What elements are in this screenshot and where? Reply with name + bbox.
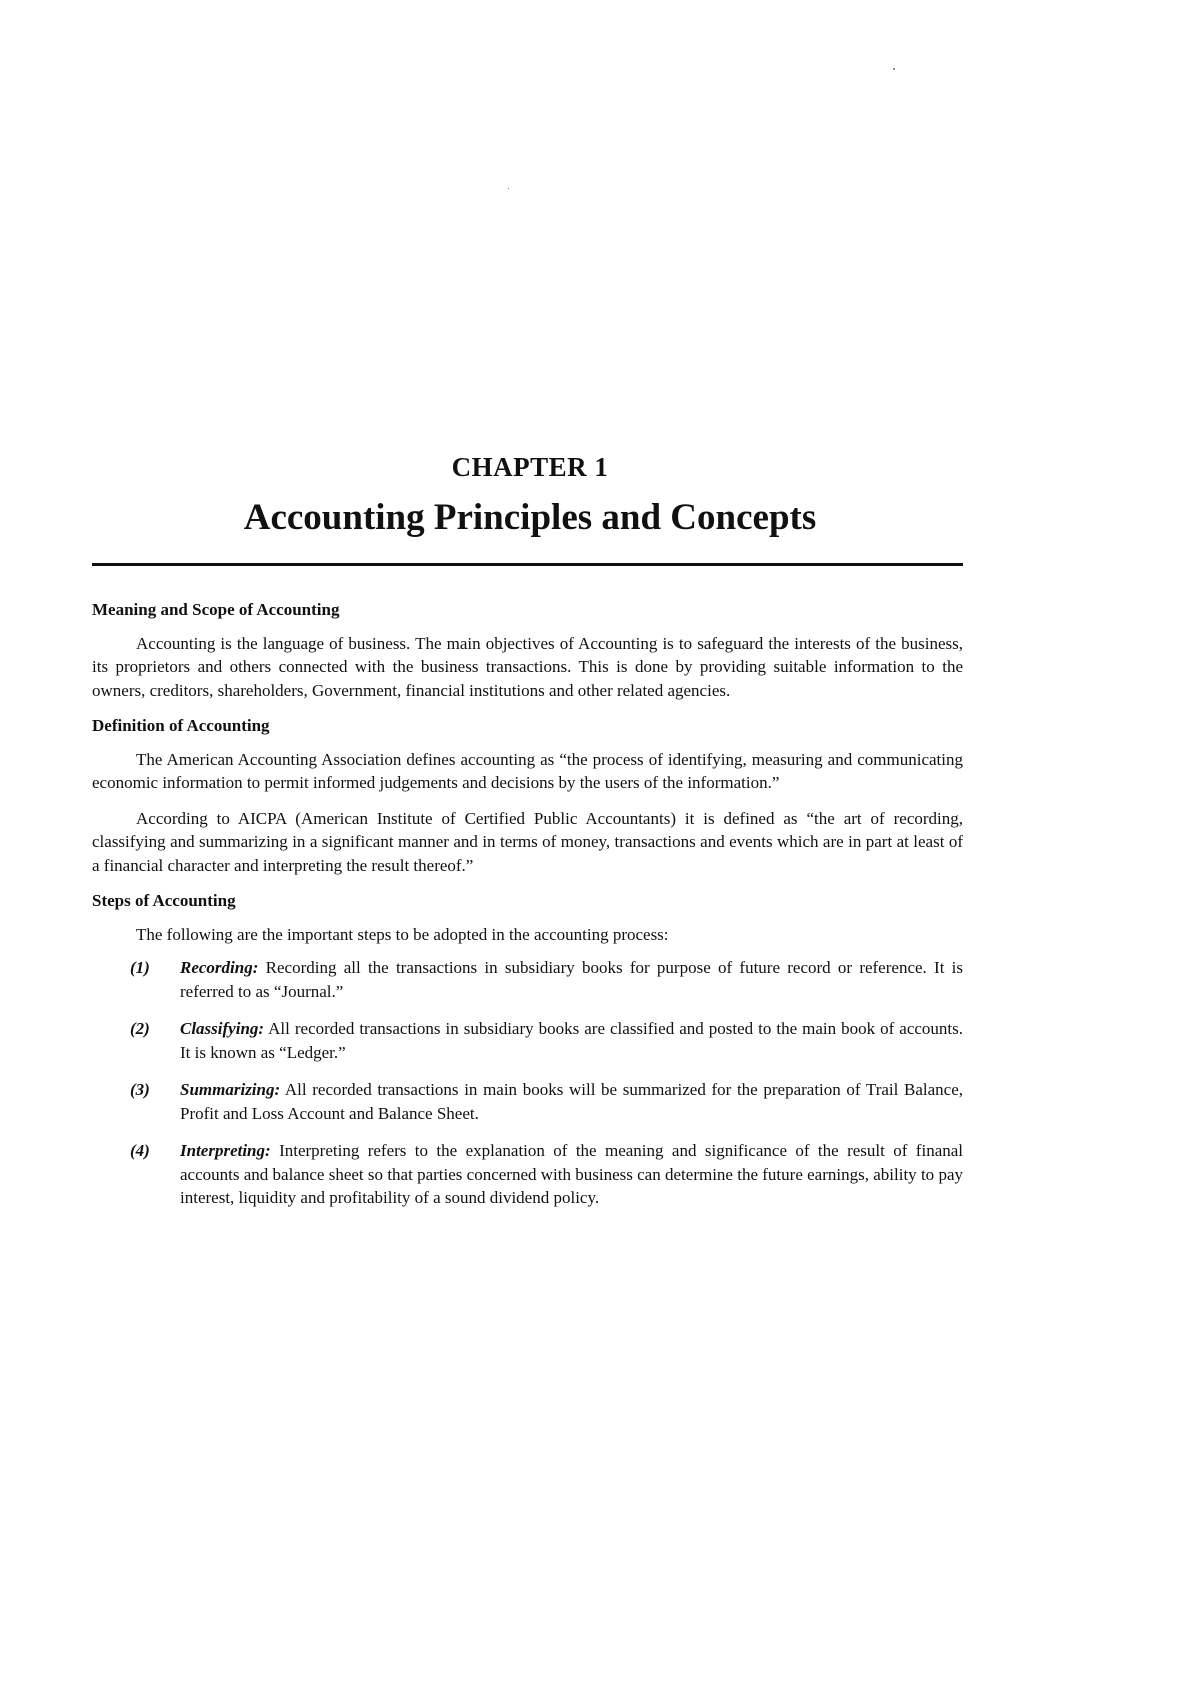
- step-number: (4): [130, 1141, 150, 1160]
- step-number: (1): [130, 958, 150, 977]
- step-text: Recording all the transactions in subsidiary books for purpose of future record or reference. It is referred to as “Journal.”: [180, 958, 963, 1001]
- section-heading: Meaning and Scope of Accounting: [92, 600, 340, 619]
- steps-list: [92, 956, 963, 1210]
- paragraph: The following are the important steps to be adopted in the accounting process:: [136, 924, 669, 944]
- title-divider: [92, 563, 963, 566]
- scan-speck: [508, 188, 509, 189]
- list-item: [92, 1139, 963, 1210]
- chapter-label: CHAPTER 1: [451, 452, 609, 482]
- step-term: Summarizing:: [180, 1080, 281, 1099]
- step-term: Interpreting:: [180, 1141, 271, 1160]
- section-definition: [92, 714, 963, 877]
- paragraph: According to AICPA (American Institute of Certified Public Accountants) it is defined as “the art of recording, classifying and summarizing in a significant manner and in terms of money, transactions and events which are in part at least of a financial character and interpreting the result thereof.”: [92, 808, 963, 875]
- list-item: [92, 956, 963, 1003]
- step-text: Interpreting refers to the explanation of the meaning and significance of the result of finanal accounts and balance sheet so that parties concerned with business can determine the future earnings, ability to pay interest, liquidity and profitability of a sound dividend policy.: [180, 1141, 964, 1207]
- step-term: Classifying:: [180, 1019, 265, 1038]
- step-number: (2): [130, 1019, 150, 1038]
- section-steps: [92, 889, 963, 1210]
- section-heading: Steps of Accounting: [92, 891, 236, 910]
- step-number: (3): [130, 1080, 150, 1099]
- step-term: Recording:: [180, 958, 259, 977]
- section-meaning: [92, 598, 963, 702]
- paragraph: Accounting is the language of business. The main objectives of Accounting is to safeguard the interests of the business, its proprietors and others connected with the business transactions. This is done by providing suitable information to the owners, creditors, shareholders, Government, financial institutions and other related agencies.: [92, 633, 963, 700]
- step-text: All recorded transactions in subsidiary books are classified and posted to the main book of accounts. It is known as “Ledger.”: [180, 1019, 964, 1062]
- step-body: [180, 1017, 963, 1064]
- chapter-title: Accounting Principles and Concepts: [243, 497, 817, 538]
- section-heading: Definition of Accounting: [92, 716, 270, 735]
- step-body: [180, 1078, 963, 1125]
- chapter-body: [92, 598, 963, 1224]
- step-text: All recorded transactions in main books will be summarized for the preparation of Trail Balance, Profit and Loss Account and Balance Sheet.: [180, 1080, 963, 1123]
- list-item: [92, 1017, 963, 1064]
- list-item: [92, 1078, 963, 1125]
- paragraph: The American Accounting Association defines accounting as “the process of identifying, measuring and communicating economic information to permit informed judgements and decisions by the users of the information.”: [92, 749, 963, 792]
- step-body: [180, 956, 963, 1003]
- scan-speck: [893, 68, 895, 70]
- step-body: [180, 1139, 963, 1210]
